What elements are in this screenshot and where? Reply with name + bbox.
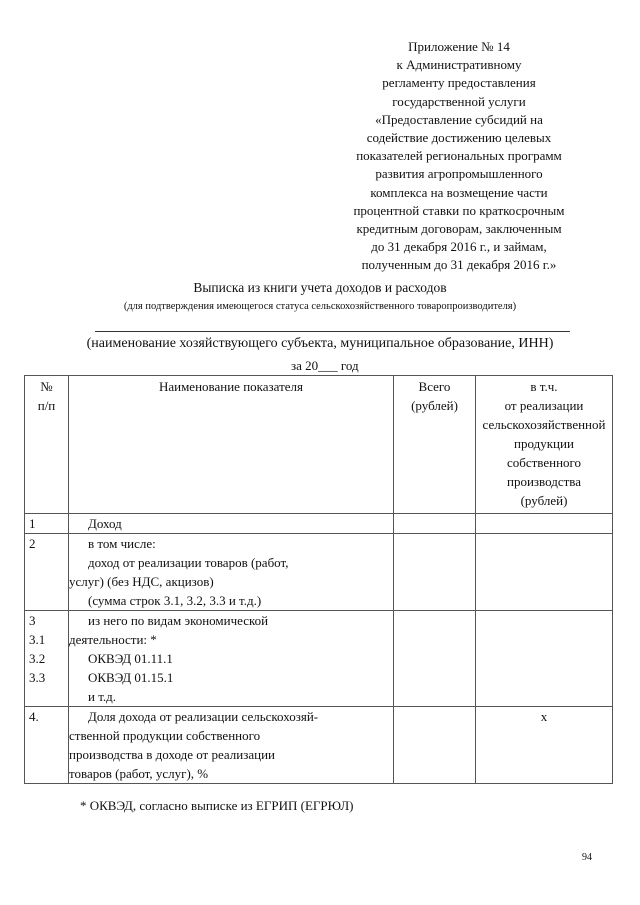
- appendix-line: «Предоставление субсидий на: [375, 111, 543, 127]
- row-agri-cell: [476, 514, 613, 534]
- header-agri: в т.ч. от реализации сельскохозяйственной продукции собственного производства (рублей): [476, 376, 613, 514]
- income-report-table: [24, 375, 613, 784]
- row-agri-cell: [476, 611, 613, 707]
- table-row: [25, 707, 613, 784]
- document-subtitle: (для подтверждения имеющегося статуса сельскохозяйственного товаропроизводителя): [123, 301, 517, 312]
- row-total-cell: [394, 707, 476, 784]
- entity-caption: (наименование хозяйствующего субъекта, муниципальное образование, ИНН): [86, 336, 554, 351]
- appendix-line: содействие достижению целевых: [366, 130, 552, 146]
- appendix-line: развития агропромышленного: [375, 166, 543, 182]
- row-name: Доля дохода от реализации сельскохозяй- ственной продукции собственного производства в доходе от реализации товаров (работ, услуг), %: [69, 707, 394, 784]
- entity-name-line: [95, 331, 570, 332]
- report-period: за 20___ год: [291, 358, 359, 373]
- row-name: из него по видам экономической деятельности: * ОКВЭД 01.11.1 ОКВЭД 01.15.1 и т.д.: [69, 611, 394, 707]
- row-agri-cell: [476, 534, 613, 611]
- row-agri-cell: х: [476, 707, 613, 784]
- row-number: 3 3.1 3.2 3.3: [25, 611, 69, 707]
- table-header-row: [25, 376, 613, 514]
- page-number: 94: [582, 852, 592, 863]
- row-total-cell: [394, 514, 476, 534]
- appendix-line: комплекса на возмещение части: [370, 184, 548, 200]
- appendix-line: Приложение № 14: [408, 39, 510, 54]
- appendix-line: регламенту предоставления: [382, 75, 536, 91]
- document-title: Выписка из книги учета доходов и расходов: [193, 280, 447, 295]
- table-row: [25, 611, 613, 707]
- row-name: Доход: [69, 514, 394, 534]
- row-name: в том числе: доход от реализации товаров (работ, услуг) (без НДС, акцизов) (сумма строк 3.1, 3.2, 3.3 и т.д.): [69, 534, 394, 611]
- header-total: Всего (рублей): [394, 376, 476, 514]
- row-total-cell: [394, 534, 476, 611]
- row-number: 2: [25, 534, 69, 611]
- row-total-cell: [394, 611, 476, 707]
- appendix-line: полученным до 31 декабря 2016 г.»: [361, 257, 557, 273]
- row-number: 4.: [25, 707, 69, 784]
- row-number: 1: [25, 514, 69, 534]
- header-num: № п/п: [25, 376, 69, 514]
- appendix-line: к Административному: [396, 57, 522, 73]
- table-row: [25, 514, 613, 534]
- appendix-line: процентной ставки по краткосрочным: [353, 202, 565, 218]
- appendix-header: [318, 38, 600, 275]
- table-row: [25, 534, 613, 611]
- appendix-line: государственной услуги: [392, 93, 526, 109]
- appendix-line: показателей региональных программ: [356, 148, 562, 164]
- appendix-line: кредитным договорам, заключенным: [356, 221, 562, 237]
- footnote: * ОКВЭД, согласно выписке из ЕГРИП (ЕГРЮЛ): [80, 798, 354, 813]
- appendix-line: до 31 декабря 2016 г., и займам,: [371, 239, 547, 255]
- header-name: Наименование показателя: [69, 376, 394, 514]
